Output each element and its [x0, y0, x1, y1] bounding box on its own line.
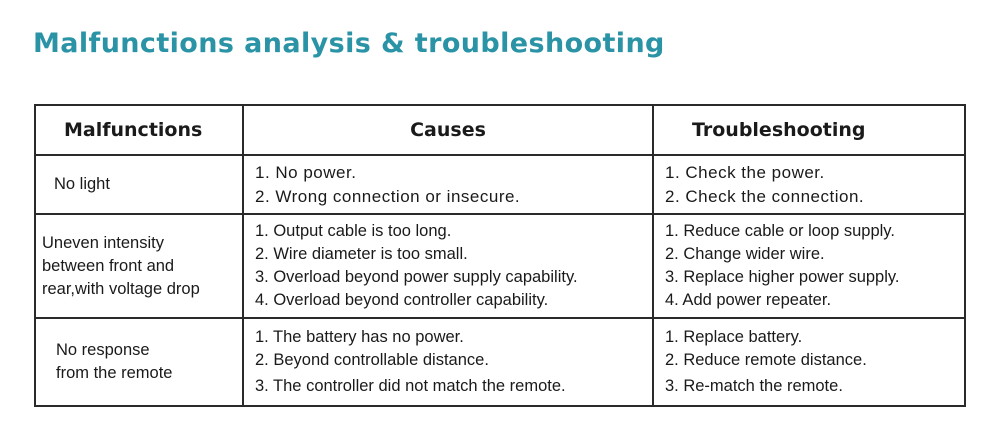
causes-list	[255, 326, 652, 398]
header-causes: Causes	[243, 105, 653, 155]
troubleshooting-item: 2. Check the connection.	[665, 186, 865, 206]
causes-cell	[243, 318, 653, 406]
malfunction-cell	[35, 318, 243, 406]
malfunction-cell	[35, 155, 243, 214]
troubleshooting-item: 1. Check the power.	[665, 162, 825, 182]
troubleshooting-item: 2. Change wider wire.	[665, 245, 825, 263]
table-header-row	[35, 105, 965, 155]
troubleshooting-cell	[653, 214, 965, 318]
cause-item: 2. Wrong connection or insecure.	[255, 186, 521, 206]
malfunction-text: No light	[54, 175, 110, 193]
cause-item: 4. Overload beyond controller capability.	[255, 291, 549, 309]
cause-item: 1. No power.	[255, 162, 357, 182]
malfunction-text: Uneven intensity between front and rear,with voltage drop	[42, 233, 200, 298]
header-malfunctions: Malfunctions	[35, 105, 243, 155]
troubleshooting-item: 4. Add power repeater.	[665, 291, 832, 309]
table-row	[35, 155, 965, 214]
troubleshooting-list	[665, 326, 964, 398]
troubleshooting-cell	[653, 318, 965, 406]
table-row	[35, 214, 965, 318]
troubleshooting-item: 1. Replace battery.	[665, 328, 803, 346]
cause-item: 1. The battery has no power.	[255, 328, 464, 346]
troubleshooting-table	[34, 104, 966, 407]
troubleshooting-item: 3. Replace higher power supply.	[665, 268, 900, 286]
malfunction-cell	[35, 214, 243, 318]
troubleshooting-list	[665, 220, 964, 312]
page-title: Malfunctions analysis & troubleshooting	[33, 28, 665, 59]
troubleshooting-item: 2. Reduce remote distance.	[665, 351, 867, 369]
troubleshooting-cell	[653, 155, 965, 214]
table-row	[35, 318, 965, 406]
troubleshooting-list	[665, 161, 964, 209]
troubleshooting-item: 3. Re-match the remote.	[665, 377, 843, 395]
causes-cell	[243, 155, 653, 214]
cause-item: 2. Beyond controllable distance.	[255, 351, 489, 369]
troubleshooting-item: 1. Reduce cable or loop supply.	[665, 222, 895, 240]
cause-item: 2. Wire diameter is too small.	[255, 245, 468, 263]
causes-cell	[243, 214, 653, 318]
cause-item: 3. The controller did not match the remote.	[255, 377, 566, 395]
malfunction-text: No response from the remote	[56, 341, 173, 382]
causes-list	[255, 161, 652, 209]
cause-item: 1. Output cable is too long.	[255, 222, 452, 240]
header-troubleshooting: Troubleshooting	[653, 105, 965, 155]
cause-item: 3. Overload beyond power supply capability.	[255, 268, 578, 286]
causes-list	[255, 220, 652, 312]
